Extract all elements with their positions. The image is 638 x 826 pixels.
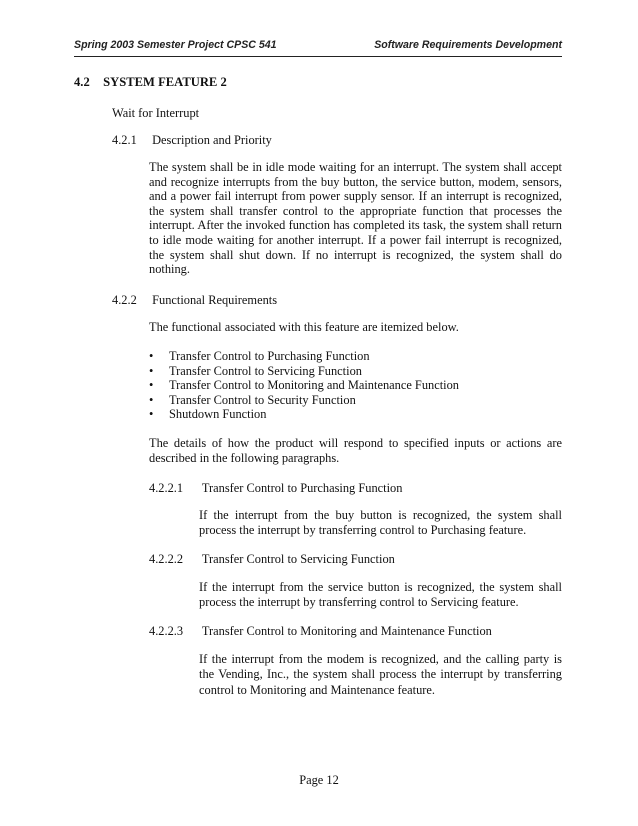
subsection-title: Transfer Control to Servicing Function bbox=[201, 552, 395, 566]
subsection-number: 4.2.2.1 bbox=[149, 481, 184, 495]
header-right-text: Software Requirements Development bbox=[374, 39, 562, 51]
section-title: SYSTEM FEATURE 2 bbox=[103, 75, 227, 89]
description-paragraph: The system shall be in idle mode waiting for an interrupt. The system shall accept and recognize interrupts from the buy button, the service button, modem, sensors, and a power fail interrupt from power supply sensor. If an interrupt is recognized, the system shall transfer control to the appropriate function that processes the interrupt. After the invoked function has completed its task, the system shall return to idle mode waiting for another interrupt. If a power fail interrupt is recognized, the system shall shut down. If no interrupt is recognized, the system shall do nothing. bbox=[149, 160, 562, 277]
bullet-icon: • bbox=[149, 378, 154, 393]
subsection-title: Transfer Control to Monitoring and Maintenance Function bbox=[201, 624, 492, 638]
list-item: • Transfer Control to Purchasing Function bbox=[149, 349, 370, 363]
list-item: • Transfer Control to Monitoring and Maintenance Function bbox=[149, 378, 459, 393]
bullet-list bbox=[149, 349, 459, 422]
subsection-heading bbox=[149, 481, 402, 496]
bullet-icon: • bbox=[149, 363, 154, 378]
subsection-paragraph: If the interrupt from the modem is recognized, and the calling party is the Vending, Inc., the system shall process the interrupt by transferring control to Monitoring and Maintenance feature. bbox=[199, 652, 562, 697]
header-left-text: Spring 2003 Semester Project CPSC 541 bbox=[74, 39, 277, 51]
bullet-icon: • bbox=[149, 407, 154, 422]
functional-intro: The functional associated with this feature are itemized below. bbox=[149, 320, 459, 334]
list-item: • Transfer Control to Servicing Function bbox=[149, 363, 362, 378]
heading-functional bbox=[112, 293, 277, 308]
subsection-paragraph: If the interrupt from the buy button is recognized, the system shall process the interrupt by transferring control to Purchasing feature. bbox=[199, 508, 562, 538]
section-number: 4.2 bbox=[74, 75, 90, 89]
subsection-title: Transfer Control to Purchasing Function bbox=[201, 481, 403, 495]
list-item: • Transfer Control to Security Function bbox=[149, 392, 356, 407]
details-paragraph: The details of how the product will respond to specified inputs or actions are described in the following paragraphs. bbox=[149, 436, 562, 465]
section-heading bbox=[74, 75, 227, 90]
bullet-icon: • bbox=[149, 392, 154, 407]
section-subtitle: Wait for Interrupt bbox=[112, 106, 200, 120]
subsection-heading bbox=[149, 624, 492, 639]
heading-number: 4.2.2 bbox=[112, 293, 137, 307]
subsection-paragraph: If the interrupt from the service button is recognized, the system shall process the interrupt by transferring control to Servicing feature. bbox=[199, 580, 562, 610]
subsection-heading bbox=[149, 552, 395, 567]
heading-number: 4.2.1 bbox=[112, 133, 137, 147]
page-number: Page 12 bbox=[299, 773, 339, 787]
subsection-number: 4.2.2.2 bbox=[149, 552, 184, 566]
bullet-icon: • bbox=[149, 349, 154, 363]
heading-title: Functional Requirements bbox=[152, 293, 278, 307]
header-rule bbox=[74, 56, 562, 57]
subsection-number: 4.2.2.3 bbox=[149, 624, 184, 638]
heading-title: Description and Priority bbox=[152, 133, 272, 147]
list-item: • Shutdown Function bbox=[149, 407, 267, 422]
heading-description bbox=[112, 133, 272, 148]
